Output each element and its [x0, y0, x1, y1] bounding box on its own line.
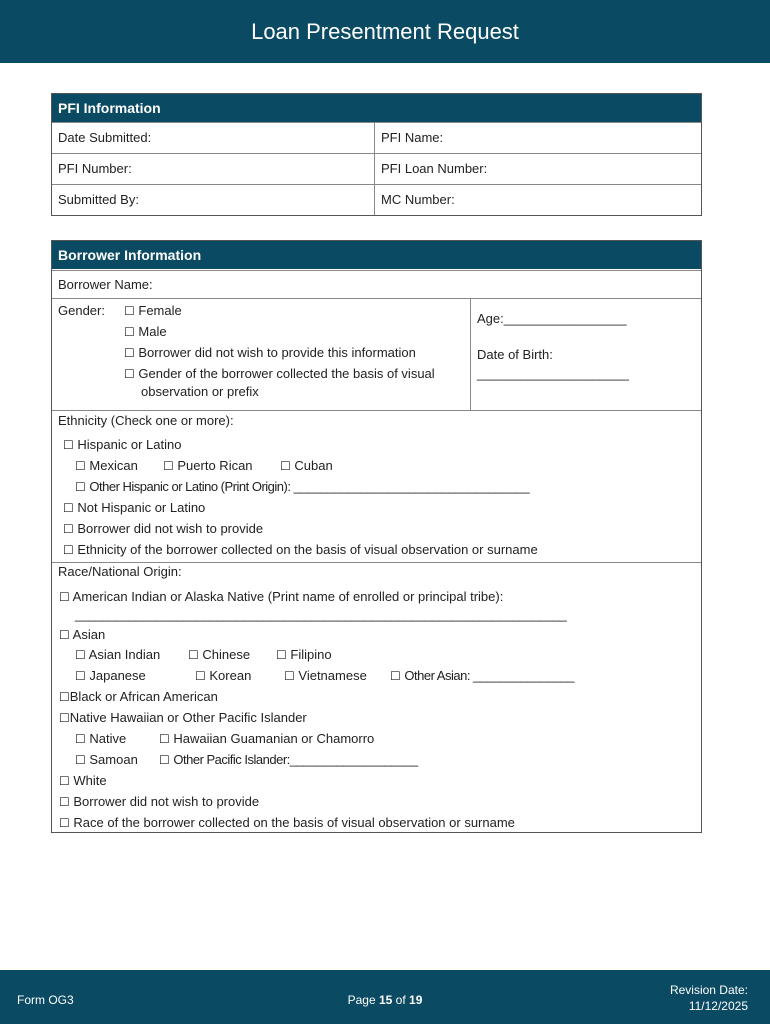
- checkbox-icon[interactable]: ☐: [390, 669, 401, 683]
- ethnicity-cuban[interactable]: ☐ Cuban: [280, 458, 333, 473]
- checkbox-icon[interactable]: ☐: [59, 795, 70, 809]
- borrower-section-title: Borrower Information: [52, 241, 701, 269]
- gender-age-row: [52, 298, 701, 410]
- tribe-name-field[interactable]: _________________________________________________________________________: [75, 607, 567, 622]
- ethnicity-other-hispanic[interactable]: ☐ Other Hispanic or Latino (Print Origin): ___________________________________: [75, 479, 530, 494]
- race-chinese[interactable]: ☐ Chinese: [188, 647, 251, 662]
- checkbox-icon[interactable]: ☐: [59, 690, 70, 704]
- race-block: [52, 562, 701, 832]
- checkbox-icon[interactable]: ☐: [75, 459, 86, 473]
- race-filipino[interactable]: ☐ Filipino: [276, 647, 332, 662]
- race-white[interactable]: ☐ White: [59, 773, 107, 788]
- checkbox-icon[interactable]: ☐: [75, 753, 86, 767]
- gender-option-visual[interactable]: ☐ Gender of the borrower collected the basis of visual: [124, 366, 435, 381]
- race-native-hawaiian[interactable]: ☐Native Hawaiian or Other Pacific Islander: [59, 710, 307, 725]
- checkbox-icon[interactable]: ☐: [280, 459, 291, 473]
- age-field[interactable]: Age:_________________: [477, 311, 627, 326]
- page-footer: [0, 970, 770, 1024]
- borrower-name-row: [52, 270, 701, 298]
- ethnicity-block: [52, 410, 701, 562]
- gender-option-visual-cont: observation or prefix: [141, 384, 259, 399]
- checkbox-icon[interactable]: ☐: [59, 590, 70, 604]
- ethnicity-title: Ethnicity (Check one or more):: [58, 413, 234, 428]
- race-visual[interactable]: ☐ Race of the borrower collected on the basis of visual observation or surname: [59, 815, 515, 830]
- ethnicity-puerto-rican[interactable]: ☐ Puerto Rican: [163, 458, 253, 473]
- mc-number-field[interactable]: MC Number:: [374, 185, 701, 215]
- checkbox-icon[interactable]: ☐: [188, 648, 199, 662]
- ethnicity-hispanic[interactable]: ☐ Hispanic or Latino: [63, 437, 182, 452]
- race-vietnamese[interactable]: ☐ Vietnamese: [284, 668, 367, 683]
- gender-label: Gender:: [58, 303, 105, 318]
- page-header: [0, 0, 770, 63]
- checkbox-icon[interactable]: ☐: [59, 711, 70, 725]
- race-other-pacific[interactable]: ☐ Other Pacific Islander:___________________: [159, 752, 418, 767]
- checkbox-icon[interactable]: ☐: [63, 438, 74, 452]
- checkbox-icon[interactable]: ☐: [63, 543, 74, 557]
- date-submitted-field[interactable]: Date Submitted:: [58, 130, 152, 145]
- race-title: Race/National Origin:: [58, 564, 182, 579]
- race-asian[interactable]: ☐ Asian: [59, 627, 106, 642]
- pfi-name-field[interactable]: PFI Name:: [374, 123, 701, 153]
- pfi-loan-number-field[interactable]: PFI Loan Number:: [374, 154, 701, 184]
- checkbox-icon[interactable]: ☐: [63, 522, 74, 536]
- pfi-section-title: PFI Information: [52, 94, 701, 122]
- checkbox-icon[interactable]: ☐: [195, 669, 206, 683]
- gender-option-not-provided[interactable]: ☐ Borrower did not wish to provide this information: [124, 345, 416, 360]
- ethnicity-not-provided[interactable]: ☐ Borrower did not wish to provide: [63, 521, 264, 536]
- pfi-row: [52, 153, 701, 184]
- race-not-provided[interactable]: ☐ Borrower did not wish to provide: [59, 794, 260, 809]
- column-divider: [470, 299, 471, 410]
- ethnicity-mexican[interactable]: ☐ Mexican: [75, 458, 138, 473]
- checkbox-icon[interactable]: ☐: [159, 732, 170, 746]
- gender-option-female[interactable]: ☐ Female: [124, 303, 182, 318]
- page-title: Loan Presentment Request: [251, 18, 519, 44]
- checkbox-icon[interactable]: ☐: [276, 648, 287, 662]
- ethnicity-visual[interactable]: ☐ Ethnicity of the borrower collected on the basis of visual observation or surname: [63, 542, 538, 557]
- ethnicity-not-hispanic[interactable]: ☐ Not Hispanic or Latino: [63, 500, 206, 515]
- race-korean[interactable]: ☐ Korean: [195, 668, 252, 683]
- checkbox-icon[interactable]: ☐: [59, 774, 70, 788]
- checkbox-icon[interactable]: ☐: [59, 628, 70, 642]
- checkbox-icon[interactable]: ☐: [75, 648, 86, 662]
- page-number: Page 15 of 19: [347, 993, 423, 1007]
- checkbox-icon[interactable]: ☐: [124, 304, 135, 318]
- checkbox-icon[interactable]: ☐: [75, 732, 86, 746]
- borrower-information-section: [51, 240, 702, 833]
- pfi-number-field[interactable]: PFI Number:: [58, 161, 132, 176]
- checkbox-icon[interactable]: ☐: [63, 501, 74, 515]
- gender-option-male[interactable]: ☐ Male: [124, 324, 167, 339]
- checkbox-icon[interactable]: ☐: [124, 325, 135, 339]
- dob-field[interactable]: _____________________: [477, 366, 629, 381]
- form-id: Form OG3: [17, 993, 74, 1007]
- pfi-row: [52, 184, 701, 215]
- pfi-row: [52, 122, 701, 153]
- race-other-asian[interactable]: ☐ Other Asian: _______________: [390, 668, 574, 683]
- checkbox-icon[interactable]: ☐: [75, 480, 86, 494]
- submitted-by-field[interactable]: Submitted By:: [58, 192, 139, 207]
- race-native[interactable]: ☐ Native: [75, 731, 127, 746]
- race-asian-indian[interactable]: ☐ Asian Indian: [75, 647, 161, 662]
- checkbox-icon[interactable]: ☐: [163, 459, 174, 473]
- revision-date: Revision Date: 11/12/2025: [669, 983, 748, 1013]
- race-guamanian[interactable]: ☐ Hawaiian Guamanian or Chamorro: [159, 731, 375, 746]
- dob-label: Date of Birth:: [477, 347, 553, 362]
- checkbox-icon[interactable]: ☐: [124, 346, 135, 360]
- pfi-information-section: [51, 93, 702, 216]
- race-japanese[interactable]: ☐ Japanese: [75, 668, 146, 683]
- checkbox-icon[interactable]: ☐: [124, 367, 135, 381]
- race-black[interactable]: ☐Black or African American: [59, 689, 218, 704]
- checkbox-icon[interactable]: ☐: [59, 816, 70, 830]
- checkbox-icon[interactable]: ☐: [75, 669, 86, 683]
- checkbox-icon[interactable]: ☐: [284, 669, 295, 683]
- race-samoan[interactable]: ☐ Samoan: [75, 752, 138, 767]
- checkbox-icon[interactable]: ☐: [159, 753, 170, 767]
- borrower-name-field[interactable]: Borrower Name:: [58, 277, 153, 292]
- race-american-indian[interactable]: ☐ American Indian or Alaska Native (Print name of enrolled or principal tribe):: [59, 589, 504, 604]
